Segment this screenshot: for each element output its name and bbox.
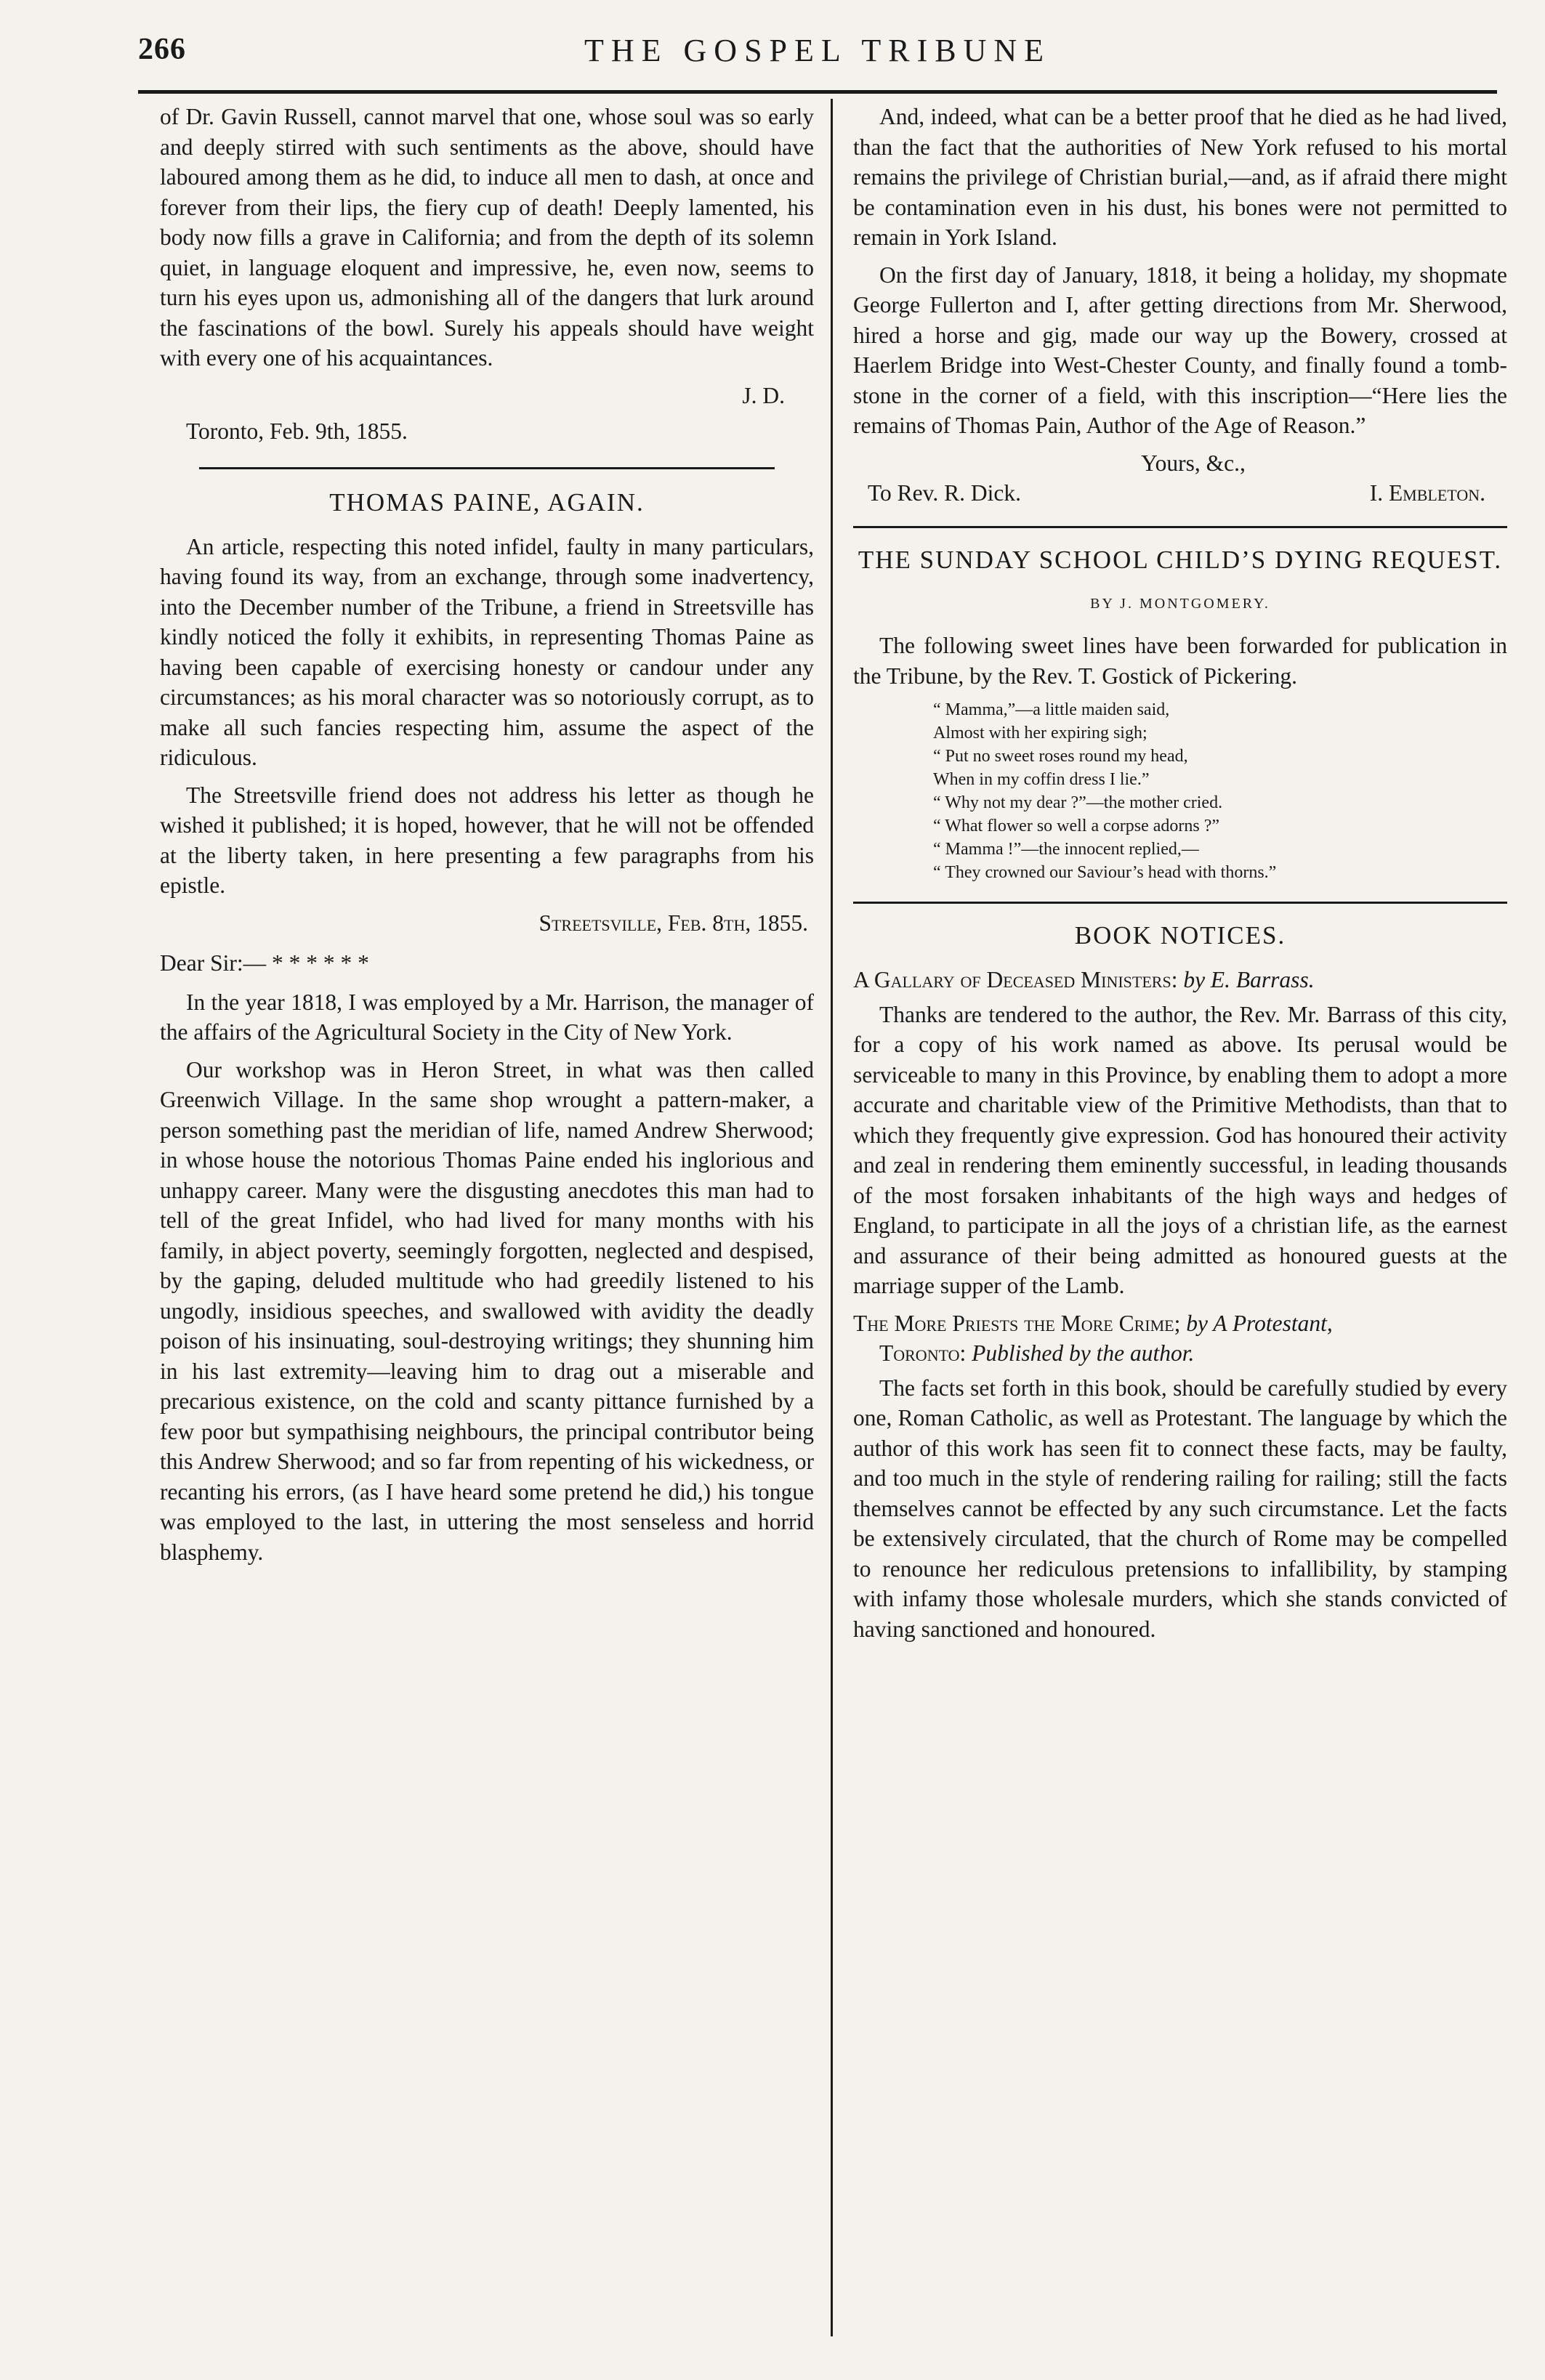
dateline: Toronto, Feb. 9th, 1855. [186, 418, 408, 444]
paragraph: The Streetsville friend does not address his letter as though he wished it published; it is hoped, however, that he will not be offended at the liberty taken, in here presenting a few paragraphs from his epistle. [160, 782, 814, 898]
book-notices-title: BOOK NOTICES. [1074, 921, 1286, 950]
section-divider [853, 526, 1507, 528]
recipient: To Rev. R. Dick. [868, 480, 1021, 506]
page-header [138, 28, 1497, 93]
journal-title: THE GOSPEL TRIBUNE [584, 33, 1051, 68]
poem-line: “ What flower so well a corpse adorns ?” [933, 817, 1220, 835]
poem-line: When in my coffin dress I lie.” [933, 770, 1150, 789]
poem [933, 698, 1507, 884]
paragraph: The following sweet lines have been forwarded for publication in the Tribune, by the Rev. T. Gostick of Pickering. [853, 633, 1507, 689]
letter-closing [853, 448, 1507, 509]
poem-stanza [933, 698, 1507, 791]
poem-line: “ Mamma !”—the innocent replied,— [933, 840, 1199, 859]
paragraph: On the first day of January, 1818, it being a holiday, my shopmate George Fullerton and I, after getting directions from Mr. Sherwood, hired a horse and gig, made our way up the Bowery, crossed at Haerlem Bridge into West-Chester County, and finally found a tomb-stone in the corner of a field, with this inscription—“Here lies the remains of Thomas Pain, Author of the Age of Reason.” [853, 262, 1507, 438]
notice-title: The More Priests the More Crime; [853, 1310, 1181, 1336]
paragraph: And, indeed, what can be a better proof that he died as he had lived, than the fact that the authorities of New York refused to his mortal remains the privilege of Christian burial,—and, as if afraid there might be contamination even in his dust, his bones were not permitted to remain in York Island. [853, 104, 1507, 250]
poem-line: “ Why not my dear ?”—the mother cried. [933, 793, 1223, 812]
signature: J. D. [742, 382, 785, 408]
sender: I. Embleton. [1369, 480, 1485, 506]
poem-line: “ Put no sweet roses round my head, [933, 747, 1188, 766]
paragraph: An article, respecting this noted infidel, faulty in many particulars, having found its way, from an exchange, through some inadvertency, into the December number of the Tribune, a friend in Streetsville has kindly noticed the folly it exhibits, in representing Thomas Paine as having been capable of exercising honesty or candour under any circumstances; as his moral character was so notoriously corrupt, as to make all such fancies respecting him, assume the aspect of the ridiculous. [160, 533, 814, 770]
notice-author: by E. Barrass. [1183, 967, 1315, 992]
header-rule [138, 90, 1497, 94]
paragraph: In the year 1818, I was employed by a Mr. Harrison, the manager of the affairs of the Agricultural Society in the City of New York. [160, 989, 814, 1045]
paragraph: Our workshop was in Heron Street, in what was then called Greenwich Village. In the same shop wrought a pattern-maker, a person something past the meridian of life, named Andrew Sherwood; in whose house the notorious Thomas Paine ended his inglorious and unhappy career. Many were the disgusting anecdotes this man had to tell of the great Infidel, who had lived for many months with his family, in abject poverty, seemingly forgotten, neglected and despised, by the gaping, deluded multitude who had greedily listened to his ungodly, insidious speeches, and swallowed with avidity the deadly poison of his insinuating, soul-destroying writings; they shunning him in his last extremity—leaving him to drag out a miserable and precarious existence, on the cold and scanty pittance furnished by a few poor but sympathising neighbours, the principal contributor being this Andrew Sherwood; and so far from repenting of his wickedness, or recanting his errors, (as I have heard some pretend he did,) his tongue was employed to the last, in uttering the most senseless and horrid blasphemy. [160, 1056, 814, 1565]
poem-title: THE SUNDAY SCHOOL CHILD’S DYING REQUEST. [858, 545, 1503, 574]
paragraph: The facts set forth in this book, should be carefully studied by every one, Roman Catholic, as well as Protestant. The language by which the author of this work has seen fit to connect these facts, may be faulty, and too much in the style of rendering railing for railing; still the facts themselves cannot be effected by any such circumstance. Let the facts be extensively circulated, that the church of Rome may be compelled to renounce her rediculous pretensions to infallibility, by stamping with infamy those wholesale murders, which she stands convicted of having sanctioned and honoured. [853, 1375, 1507, 1642]
notice-author: by A Protestant, [1186, 1310, 1333, 1336]
page-number: 266 [138, 33, 186, 66]
poem-byline: BY J. MONTGOMERY. [1090, 595, 1270, 612]
section-divider [199, 467, 775, 469]
letter-date: Streetsville, Feb. 8th, 1855. [538, 910, 808, 936]
salutation: Dear Sir:— * * * * * * [160, 950, 369, 976]
right-column [853, 102, 1507, 1651]
left-column [160, 102, 814, 1574]
section-divider [853, 902, 1507, 904]
notice-heading [853, 965, 1507, 995]
poem-line: Almost with her expiring sigh; [933, 724, 1147, 742]
section-title: THOMAS PAINE, AGAIN. [329, 487, 645, 517]
poem-stanza [933, 791, 1507, 884]
notice-title: A Gallary of Deceased Ministers: [853, 967, 1178, 992]
notice-heading [853, 1308, 1507, 1369]
paragraph: Thanks are tendered to the author, the Rev. Mr. Barrass of this city, for a copy of his work named as above. Its perusal would be serviceable to many in this Province, by enabling them to adopt a more accurate and charitable view of the Primitive Methodists, than that to which they frequently give expression. God has honoured their activity and zeal in rendering them eminently successful, in leading thousands of the most forsaken inhabitants of the high ways and hedges of England, to participate in all the joys of a christian life, as the earnest and assurance of their being admitted as honoured guests at the marriage supper of the Lamb. [853, 1001, 1507, 1298]
valediction: Yours, &c., [1141, 450, 1246, 476]
notice-place: Toronto: [879, 1340, 967, 1366]
poem-line: “ They crowned our Saviour’s head with thorns.” [933, 863, 1277, 882]
paragraph: of Dr. Gavin Russell, cannot marvel that one, whose soul was so early and deeply stirred with such sentiments as the above, should have laboured among them as he did, to induce all men to dash, at once and forever from their lips, the fiery cup of death! Deeply lamented, his body now fills a grave in California; and from the depth of its solemn quiet, in language eloquent and impressive, he, even now, seems to turn his eyes upon us, admonishing all of the dangers that lurk around the fascinations of the bowl. Surely his appeals should have weight with every one of his acquaintances. [160, 104, 814, 371]
column-divider [831, 99, 833, 2336]
poem-line: “ Mamma,”—a little maiden said, [933, 700, 1170, 719]
notice-publisher: Published by the author. [972, 1340, 1195, 1366]
